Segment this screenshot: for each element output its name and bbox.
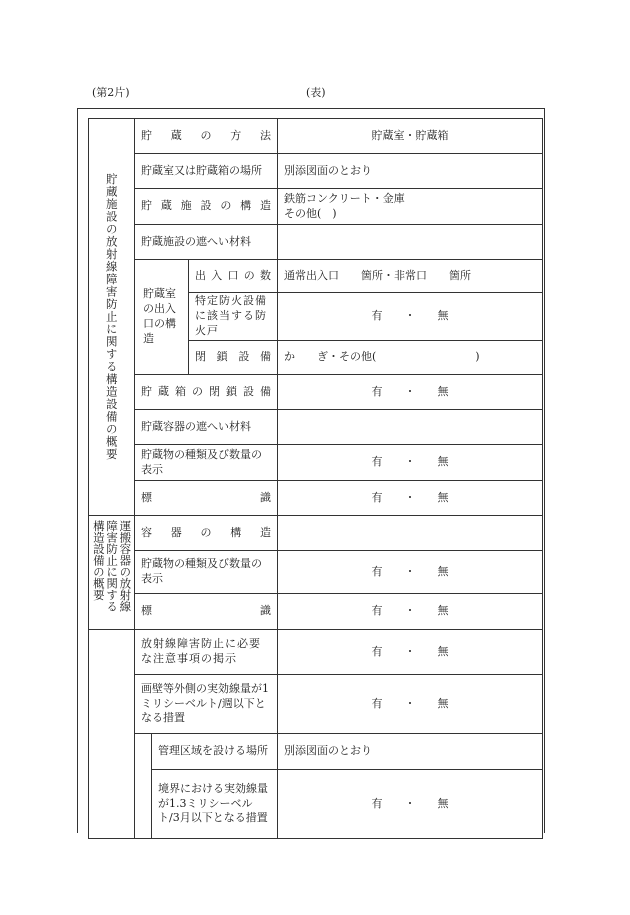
label-char: 容 [141, 525, 152, 539]
label-char: 蔵 [160, 199, 172, 213]
label-char: 貯 [141, 128, 152, 142]
label-char: 閉 [195, 350, 206, 364]
label-char: 蔵 [158, 384, 169, 398]
label-char: 出 [195, 268, 206, 282]
section1-title: 貯蔵施設の放射線障害防止に関する構造設備の概要 [88, 118, 135, 516]
label-char: 識 [260, 604, 271, 618]
label-char: 箱 [175, 384, 186, 398]
shield-label: 貯蔵施設の遮へい材料 [134, 224, 278, 260]
method-label [134, 118, 278, 154]
wall-label: 画壁等外側の実効線量が1ミリシーベルト/週以下となる措置 [134, 674, 278, 734]
structure-label [134, 188, 278, 225]
container-shield-label: 貯蔵容器の遮へい材料 [134, 409, 278, 445]
s2-kind-label: 貯蔵物の種類及び数量の表示 [134, 550, 278, 594]
label-char: 閉 [209, 384, 220, 398]
notice-label: 放射線障害防止に必要な注意事項の掲示 [134, 629, 278, 675]
entrance-count-value: 通常出入口 箇所・非常口 箇所 [277, 259, 543, 293]
label-char: 鎖 [226, 384, 237, 398]
location-value: 別添図面のとおり [277, 153, 543, 189]
zone-indent [134, 733, 152, 839]
boundary-label: 境界における実効線量が1.3ミリシーベルト/3月以下となる措置 [151, 769, 278, 839]
entrance-count-label [188, 259, 278, 293]
label-char: の [200, 128, 212, 142]
structure-value-line1: 鉄筋コンクリート・金庫 [284, 192, 405, 205]
s2-sign-label [134, 593, 278, 630]
location-label: 貯蔵室又は貯蔵箱の場所 [134, 153, 278, 189]
label-char: 設 [238, 350, 250, 364]
label-char: の [220, 199, 232, 213]
section2-title-col2: 障害防止に関する [105, 520, 120, 612]
section3-title [88, 629, 135, 839]
label-char: の [192, 384, 203, 398]
label-char: 施 [180, 199, 192, 213]
zone-label: 管理区域を設ける場所 [151, 733, 278, 770]
entrance-group-label: 貯蔵室の出入口の構造 [134, 259, 189, 375]
s2-kind-value: 有 ・ 無 [277, 550, 543, 594]
kind-label: 貯蔵物の種類及び数量の表示 [134, 444, 278, 481]
structure-value [277, 188, 543, 225]
label-char: 造 [259, 199, 271, 213]
container-shield-value [277, 409, 543, 445]
label-char: 標 [141, 490, 152, 504]
kind-value: 有 ・ 無 [277, 444, 543, 481]
boundary-value: 有 ・ 無 [277, 769, 543, 839]
container-structure-value [277, 515, 543, 551]
label-char: の [200, 525, 212, 539]
label-char: 入 [211, 268, 223, 282]
shield-value [277, 224, 543, 260]
label-char: 構 [240, 199, 252, 213]
label-char: 蔵 [170, 128, 182, 142]
structure-value-line2: その他( ) [284, 206, 337, 220]
fire-door-label: 特定防火設備に該当する防火戸 [188, 292, 278, 341]
zone-value: 別添図面のとおり [277, 733, 543, 770]
box-closure-value: 有 ・ 無 [277, 374, 543, 410]
label-char: 鎖 [216, 350, 228, 364]
section2-title [88, 515, 135, 630]
box-closure-label [134, 374, 278, 410]
method-value: 貯蔵室・貯蔵箱 [277, 118, 543, 154]
label-char: 口 [227, 268, 239, 282]
label-char: 設 [243, 384, 254, 398]
closure-value: か ぎ・その他( ) [277, 340, 543, 375]
label-char: 貯 [141, 384, 152, 398]
sign-label [134, 480, 278, 516]
table-label: (表) [306, 86, 326, 99]
label-char: 器 [170, 525, 182, 539]
section2-title-col3: 運搬容器の放射線 [118, 520, 133, 612]
wall-value: 有 ・ 無 [277, 674, 543, 734]
label-char: 数 [260, 268, 271, 282]
label-char: 備 [259, 350, 271, 364]
label-char: 標 [141, 604, 152, 618]
page-number-label: (第2片) [92, 86, 130, 99]
section2-title-col1: 構造設備の概要 [91, 520, 106, 601]
label-char: 造 [260, 525, 271, 539]
label-char: 設 [200, 199, 212, 213]
label-char: 貯 [141, 199, 152, 213]
label-char: 方 [230, 128, 242, 142]
label-char: 構 [230, 525, 242, 539]
notice-value: 有 ・ 無 [277, 629, 543, 675]
label-char: 識 [260, 490, 271, 504]
container-structure-label [134, 515, 278, 551]
label-char: 備 [260, 384, 271, 398]
fire-door-value: 有 ・ 無 [277, 292, 543, 341]
label-char: の [243, 268, 255, 282]
sign-value: 有 ・ 無 [277, 480, 543, 516]
label-char: 法 [260, 128, 271, 142]
closure-label [188, 340, 278, 375]
s2-sign-value: 有 ・ 無 [277, 593, 543, 630]
